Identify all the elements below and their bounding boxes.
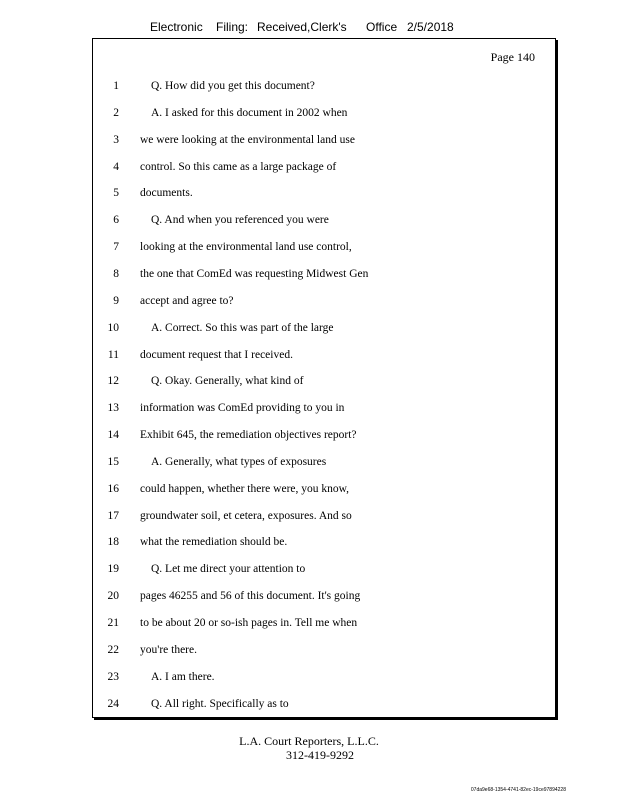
- line-text: the one that ComEd was requesting Midwest Gen: [140, 267, 369, 280]
- line-text: information was ComEd providing to you in: [140, 402, 345, 415]
- line-number: 5: [113, 187, 119, 200]
- line-number: 10: [107, 321, 119, 334]
- line-text: looking at the environmental land use control,: [140, 241, 352, 254]
- line-text: A. I am there.: [151, 670, 215, 683]
- line-text: what the remediation should be.: [140, 536, 288, 549]
- transcript-line: [93, 483, 557, 503]
- transcript-line: [93, 214, 557, 234]
- line-text: A. I asked for this document in 2002 when: [151, 106, 348, 119]
- line-number: 8: [113, 267, 119, 280]
- line-text: documents.: [140, 187, 193, 200]
- line-text: Q. How did you get this document?: [151, 80, 315, 92]
- transcript-line: [93, 80, 557, 100]
- line-number: 6: [113, 214, 119, 227]
- footer-phone: 312-419-9292: [286, 748, 354, 762]
- stamp-word-filing: Filing:: [216, 20, 249, 34]
- line-text: Exhibit 645, the remediation objectives report?: [140, 429, 357, 442]
- stamp-word-electronic: Electronic: [150, 20, 203, 34]
- transcript-line: [93, 510, 557, 530]
- line-number: 1: [113, 80, 119, 92]
- transcript-line: [93, 563, 557, 583]
- line-number: 21: [107, 617, 119, 629]
- transcript-line: [93, 590, 557, 610]
- page-number: Page 140: [490, 50, 535, 64]
- line-number: 4: [113, 160, 119, 173]
- line-text: Q. Let me direct your attention to: [151, 563, 306, 576]
- line-text: pages 46255 and 56 of this document. It's going: [140, 590, 361, 603]
- transcript-line: [93, 671, 557, 691]
- line-text: A. Correct. So this was part of the large: [151, 321, 334, 334]
- line-text: document request that I received.: [140, 348, 293, 361]
- transcript-line: [93, 107, 557, 127]
- line-number: 22: [107, 643, 119, 656]
- transcript-line: [93, 617, 557, 637]
- line-number: 18: [107, 536, 119, 549]
- document-hash: 07da9e68-1354-4741-82ec-19ce97894228: [470, 787, 566, 793]
- line-number: 24: [107, 697, 119, 710]
- line-text: could happen, whether there were, you know,: [140, 482, 350, 495]
- line-text: we were looking at the environmental land use: [140, 133, 355, 146]
- transcript-line: [93, 429, 557, 449]
- transcript-line: [93, 349, 557, 369]
- line-text: A. Generally, what types of exposures: [151, 455, 327, 468]
- line-text: accept and agree to?: [140, 294, 234, 307]
- line-number: 17: [107, 509, 119, 522]
- transcript-line: [93, 295, 557, 315]
- line-number: 20: [107, 590, 119, 603]
- line-text: you're there.: [140, 643, 197, 656]
- line-text: control. So this came as a large package of: [140, 160, 337, 173]
- line-number: 12: [107, 375, 119, 388]
- transcript-line: [93, 241, 557, 261]
- transcript-line: [93, 536, 557, 556]
- line-number: 15: [107, 455, 119, 468]
- line-number: 2: [113, 106, 119, 119]
- transcript-line: [93, 268, 557, 288]
- transcript-line: [93, 644, 557, 664]
- stamp-word-office: Office: [366, 20, 398, 34]
- transcript-line: [93, 134, 557, 154]
- line-text: Q. Okay. Generally, what kind of: [151, 375, 304, 388]
- transcript-line: [93, 187, 557, 207]
- line-number: 11: [107, 348, 119, 361]
- line-text: Q. All right. Specifically as to: [151, 697, 289, 710]
- line-number: 16: [107, 482, 119, 495]
- line-number: 9: [113, 294, 119, 307]
- transcript-line: [93, 375, 557, 395]
- transcript-line: [93, 456, 557, 476]
- line-number: 19: [107, 563, 119, 576]
- line-text: to be about 20 or so-ish pages in. Tell me when: [140, 617, 358, 629]
- line-text: Q. And when you referenced you were: [151, 214, 329, 227]
- transcript-line: [93, 402, 557, 422]
- transcript-line: [93, 322, 557, 342]
- stamp-date: 2/5/2018: [407, 20, 454, 34]
- transcript-page: [92, 38, 556, 718]
- line-number: 7: [113, 241, 119, 254]
- line-text: groundwater soil, et cetera, exposures. And so: [140, 509, 352, 522]
- transcript-line: [93, 698, 557, 718]
- footer-company: L.A. Court Reporters, L.L.C.: [239, 734, 379, 748]
- stamp-word-received: Received,Clerk's: [257, 20, 347, 34]
- line-number: 23: [107, 670, 119, 683]
- line-number: 14: [107, 429, 119, 442]
- line-number: 3: [113, 133, 119, 146]
- line-number: 13: [107, 402, 119, 415]
- transcript-line: [93, 161, 557, 181]
